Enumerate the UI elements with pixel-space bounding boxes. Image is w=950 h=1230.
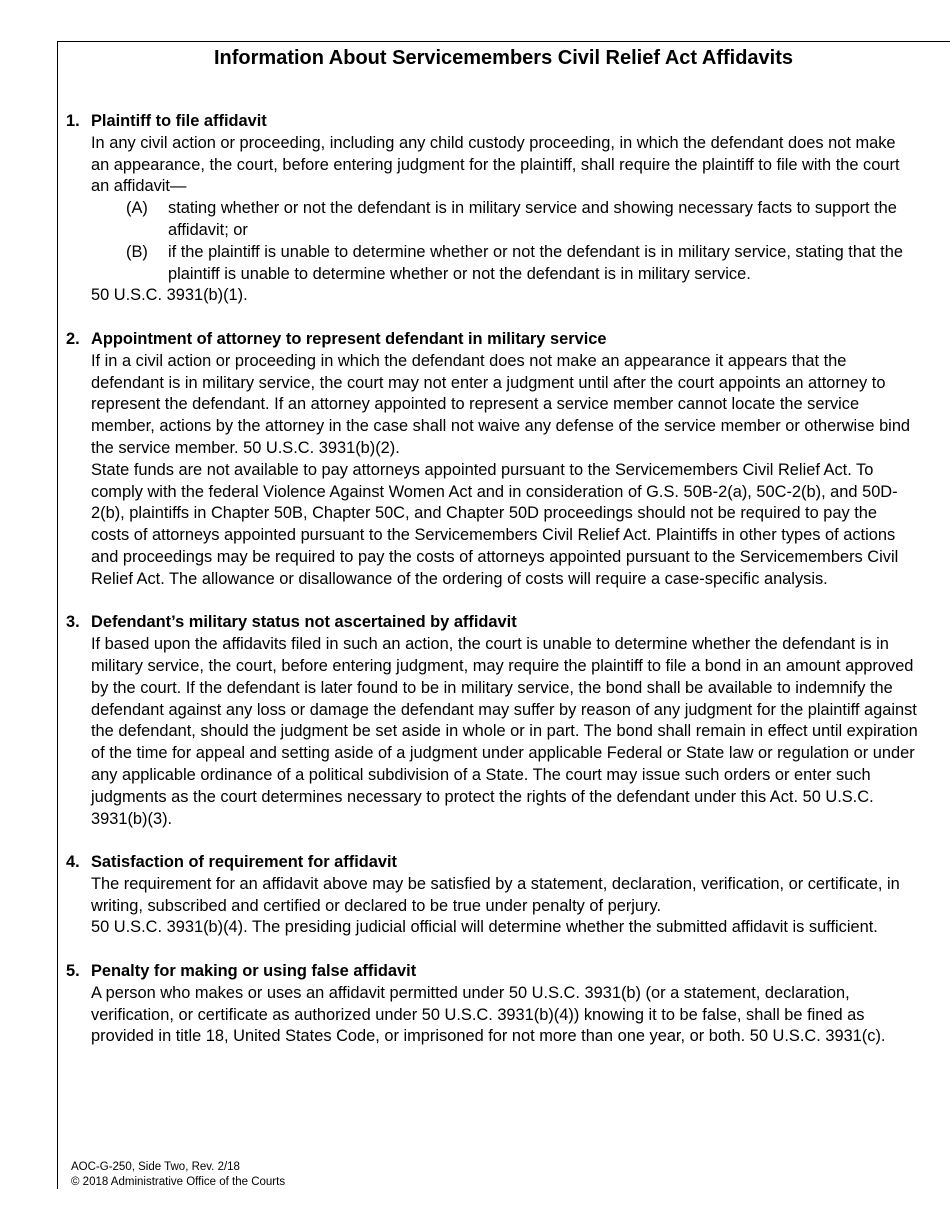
section-heading: Plaintiff to file affidavit <box>91 112 267 130</box>
section-5-header <box>66 961 918 983</box>
section-number: 5. <box>66 962 80 981</box>
section-number: 4. <box>66 853 80 872</box>
section-4-header <box>66 852 918 874</box>
copyright-notice: © 2018 Administrative Office of the Courts <box>71 1176 286 1188</box>
sub-item-text: stating whether or not the defendant is in military service and showing necessary facts to support the affidavit; or <box>168 199 897 239</box>
section-paragraph: A person who makes or uses an affidavit permitted under 50 U.S.C. 3931(b) (or a statement, declaration, verification, or certificate as authorized under 50 U.S.C. 3931(b)(4)) knowing it to be false, shall be fined as provided in title 18, United States Code, or imprisoned for not more than one year, or both. 50 U.S.C. 3931(c). <box>91 983 886 1046</box>
section-1 <box>66 111 918 307</box>
section-1-header <box>66 111 918 133</box>
section-2 <box>66 329 918 591</box>
section-2-body <box>66 351 918 591</box>
section-heading: Satisfaction of requirement for affidavit <box>91 853 398 872</box>
page-frame-top-border <box>57 41 950 42</box>
sub-item-b <box>91 242 918 286</box>
section-heading: Penalty for making or using false affidavit <box>91 962 417 981</box>
sub-item-letter: (B) <box>126 242 148 261</box>
section-number: 1. <box>66 112 80 130</box>
section-paragraph: State funds are not available to pay attorneys appointed pursuant to the Servicemembers Civil Relief Act. To comply with the federal Violence Against Women Act and in consideration of G.S. 50B-2(a), 50C-2(b), and 50D-2(b), plaintiffs in Chapter 50B, Chapter 50C, and Chapter 50D proceedings should not be required to pay the costs of attorneys appointed pursuant to the Servicemembers Civil Relief Act. Plaintiffs in other types of actions and proceedings may be required to pay the costs of attorneys appointed pursuant to the Servicemembers Civil Relief Act. The allowance or disallowance of the ordering of costs will require a case-specific analysis. <box>91 460 899 588</box>
section-3-header <box>66 612 918 634</box>
section-paragraph: 50 U.S.C. 3931(b)(4). The presiding judicial official will determine whether the submitted affidavit is sufficient. <box>91 918 878 937</box>
section-number: 2. <box>66 329 80 348</box>
section-heading: Appointment of attorney to represent defendant in military service <box>91 329 607 348</box>
document-body <box>66 111 918 1070</box>
section-2-header <box>66 329 918 351</box>
page-title: Information About Servicemembers Civil Relief Act Affidavits <box>213 47 793 69</box>
section-intro: In any civil action or proceeding, including any child custody proceeding, in which the defendant does not make an appearance, the court, before entering judgment for the plaintiff, shall require the plaintiff to file with the court an affidavit— <box>91 133 900 196</box>
section-4 <box>66 852 918 939</box>
sub-item-text: if the plaintiff is unable to determine whether or not the defendant is in military service, stating that the plaintiff is unable to determine whether or not the defendant is in military service. <box>168 242 903 283</box>
page-frame-left-border <box>57 41 58 1189</box>
section-paragraph: The requirement for an affidavit above may be satisfied by a statement, declaration, verification, or certificate, in writing, subscribed and certified or declared to be true under penalty of perjury. <box>91 874 900 915</box>
section-paragraph: If based upon the affidavits filed in such an action, the court is unable to determine whether the defendant is in military service, the court, before entering judgment, may require the plaintiff to file a bond in an amount approved by the court. If the defendant is later found to be in military service, the bond shall be available to indemnify the defendant against any loss or damage the defendant may suffer by reason of any judgment for the plaintiff against the defendant, should the judgment be set aside in whole or in part. The bond shall remain in effect until expiration of the time for appeal and setting aside of a judgment under applicable Federal or State law or regulation or under any applicable ordinance of a political subdivision of a State. The court may issue such orders or enter such judgments as the court determines necessary to protect the rights of the defendant under this Act. 50 U.S.C. 3931(b)(3). <box>91 635 918 828</box>
section-citation: 50 U.S.C. 3931(b)(1). <box>91 286 248 305</box>
section-heading: Defendant’s military status not ascertained by affidavit <box>91 613 517 632</box>
section-5-body <box>66 983 918 1048</box>
sub-item-list <box>91 198 918 285</box>
section-3 <box>66 612 918 830</box>
section-3-body <box>66 634 918 830</box>
sub-item-a <box>91 198 918 242</box>
section-4-body <box>66 874 918 939</box>
section-number: 3. <box>66 613 80 632</box>
sub-item-letter: (A) <box>126 199 148 218</box>
section-5 <box>66 961 918 1048</box>
page-footer <box>71 1160 285 1190</box>
section-paragraph: If in a civil action or proceeding in which the defendant does not make an appearance it appears that the defendant is in military service, the court may not enter a judgment until after the court appoints an attorney to represent the defendant. If an attorney appointed to represent a service member cannot locate the service member, actions by the attorney in the case shall not waive any defense of the service member or otherwise bind the service member. 50 U.S.C. 3931(b)(2). <box>91 351 911 457</box>
section-1-body <box>66 133 918 307</box>
form-id: AOC-G-250, Side Two, Rev. 2/18 <box>71 1161 240 1173</box>
